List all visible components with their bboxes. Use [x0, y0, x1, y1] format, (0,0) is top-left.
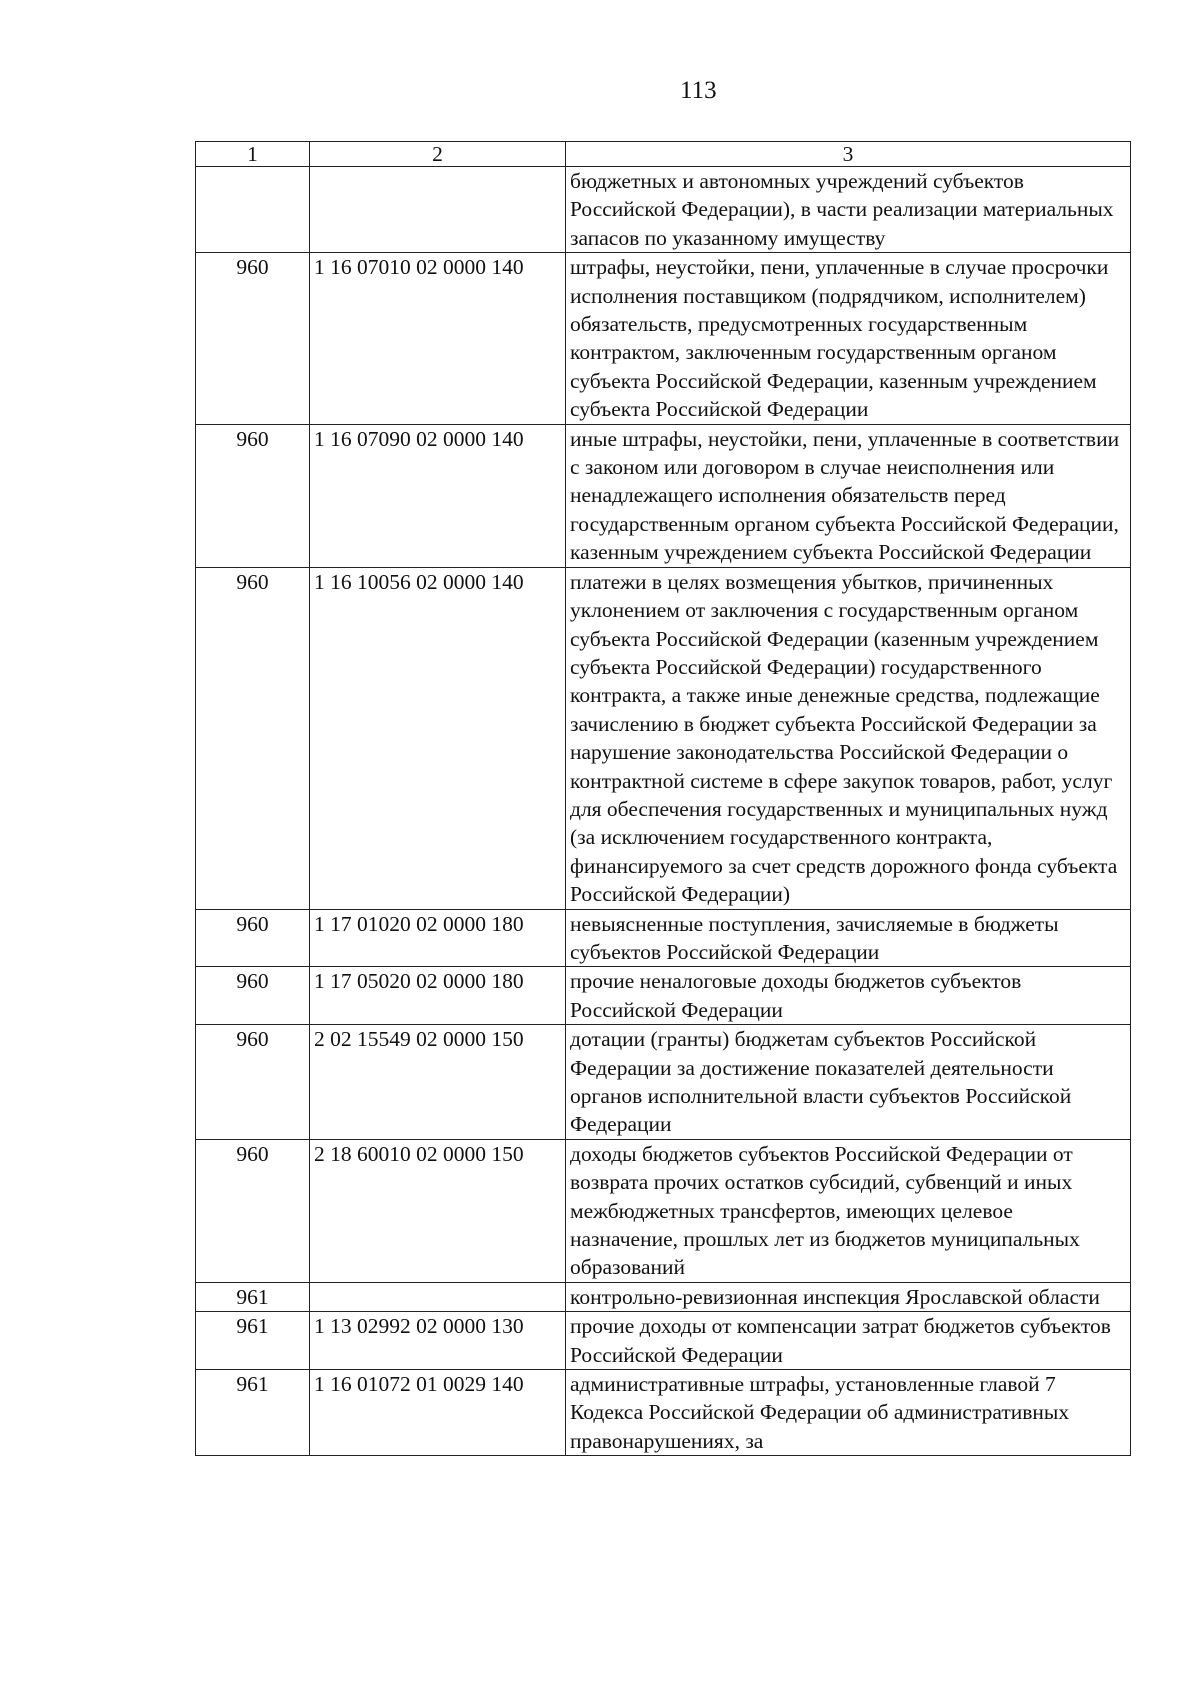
revenue-description: бюджетных и автономных учреждений субъектов Российской Федерации), в части реализации материальных запасов по указанному имуществу [566, 167, 1131, 253]
table-row [196, 1139, 1131, 1282]
budget-code: 2 02 15549 02 0000 150 [310, 1025, 566, 1140]
header-col-1: 1 [196, 142, 310, 167]
revenue-description: прочие неналоговые доходы бюджетов субъектов Российской Федерации [566, 967, 1131, 1025]
revenue-description: невыясненные поступления, зачисляемые в бюджеты субъектов Российской Федерации [566, 909, 1131, 967]
budget-code: 2 18 60010 02 0000 150 [310, 1139, 566, 1282]
budget-code [310, 167, 566, 253]
budget-code [310, 1282, 566, 1311]
admin-code: 960 [196, 1139, 310, 1282]
table-row [196, 567, 1131, 909]
revenue-description: административные штрафы, установленные главой 7 Кодекса Российской Федерации об административных правонарушениях, за [566, 1370, 1131, 1456]
revenue-description: контрольно-ревизионная инспекция Ярославской области [566, 1282, 1131, 1311]
budget-code: 1 17 01020 02 0000 180 [310, 909, 566, 967]
revenue-description: иные штрафы, неустойки, пени, уплаченные в соответствии с законом или договором в случае неисполнения или ненадлежащего исполнения обязательств перед государственным органом субъекта Российской Федерации, казенным учреждением субъекта Российской Федерации [566, 424, 1131, 567]
budget-code: 1 16 07010 02 0000 140 [310, 253, 566, 424]
revenue-description: дотации (гранты) бюджетам субъектов Российской Федерации за достижение показателей деятельности органов исполнительной власти субъектов Российской Федерации [566, 1025, 1131, 1140]
admin-code: 961 [196, 1370, 310, 1456]
table-row [196, 167, 1131, 253]
admin-code: 960 [196, 567, 310, 909]
table-row [196, 967, 1131, 1025]
table-row [196, 1282, 1131, 1311]
table-row [196, 253, 1131, 424]
revenue-description: штрафы, неустойки, пени, уплаченные в случае просрочки исполнения поставщиком (подрядчиком, исполнителем) обязательств, предусмотренных государственным контрактом, заключенным государственным органом субъекта Российской Федерации, казенным учреждением субъекта Российской Федерации [566, 253, 1131, 424]
revenue-description: прочие доходы от компенсации затрат бюджетов субъектов Российской Федерации [566, 1312, 1131, 1370]
header-col-3: 3 [566, 142, 1131, 167]
admin-code: 960 [196, 909, 310, 967]
admin-code: 960 [196, 1025, 310, 1140]
admin-code: 960 [196, 253, 310, 424]
header-col-2: 2 [310, 142, 566, 167]
budget-code: 1 13 02992 02 0000 130 [310, 1312, 566, 1370]
table-row [196, 1025, 1131, 1140]
budget-code: 1 17 05020 02 0000 180 [310, 967, 566, 1025]
admin-code: 961 [196, 1312, 310, 1370]
table-row [196, 424, 1131, 567]
revenue-description: доходы бюджетов субъектов Российской Федерации от возврата прочих остатков субсидий, субвенций и иных межбюджетных трансфертов, имеющих целевое назначение, прошлых лет из бюджетов муниципальных образований [566, 1139, 1131, 1282]
revenue-codes-table [195, 141, 1131, 1456]
admin-code: 960 [196, 424, 310, 567]
admin-code: 960 [196, 967, 310, 1025]
budget-code: 1 16 10056 02 0000 140 [310, 567, 566, 909]
header-row [196, 142, 1131, 167]
table-row [196, 1312, 1131, 1370]
budget-code: 1 16 07090 02 0000 140 [310, 424, 566, 567]
table-row [196, 1370, 1131, 1456]
revenue-description: платежи в целях возмещения убытков, причиненных уклонением от заключения с государственным органом субъекта Российской Федерации (казенным учреждением субъекта Российской Федерации) государственного контракта, а также иные денежные средства, подлежащие зачислению в бюджет субъекта Российской Федерации за нарушение законодательства Российской Федерации о контрактной системе в сфере закупок товаров, работ, услуг для обеспечения государственных и муниципальных нужд (за исключением государственного контракта, финансируемого за счет средств дорожного фонда субъекта Российской Федерации) [566, 567, 1131, 909]
budget-code: 1 16 01072 01 0029 140 [310, 1370, 566, 1456]
table-row [196, 909, 1131, 967]
admin-code [196, 167, 310, 253]
page-number: 113 [680, 77, 717, 104]
admin-code: 961 [196, 1282, 310, 1311]
